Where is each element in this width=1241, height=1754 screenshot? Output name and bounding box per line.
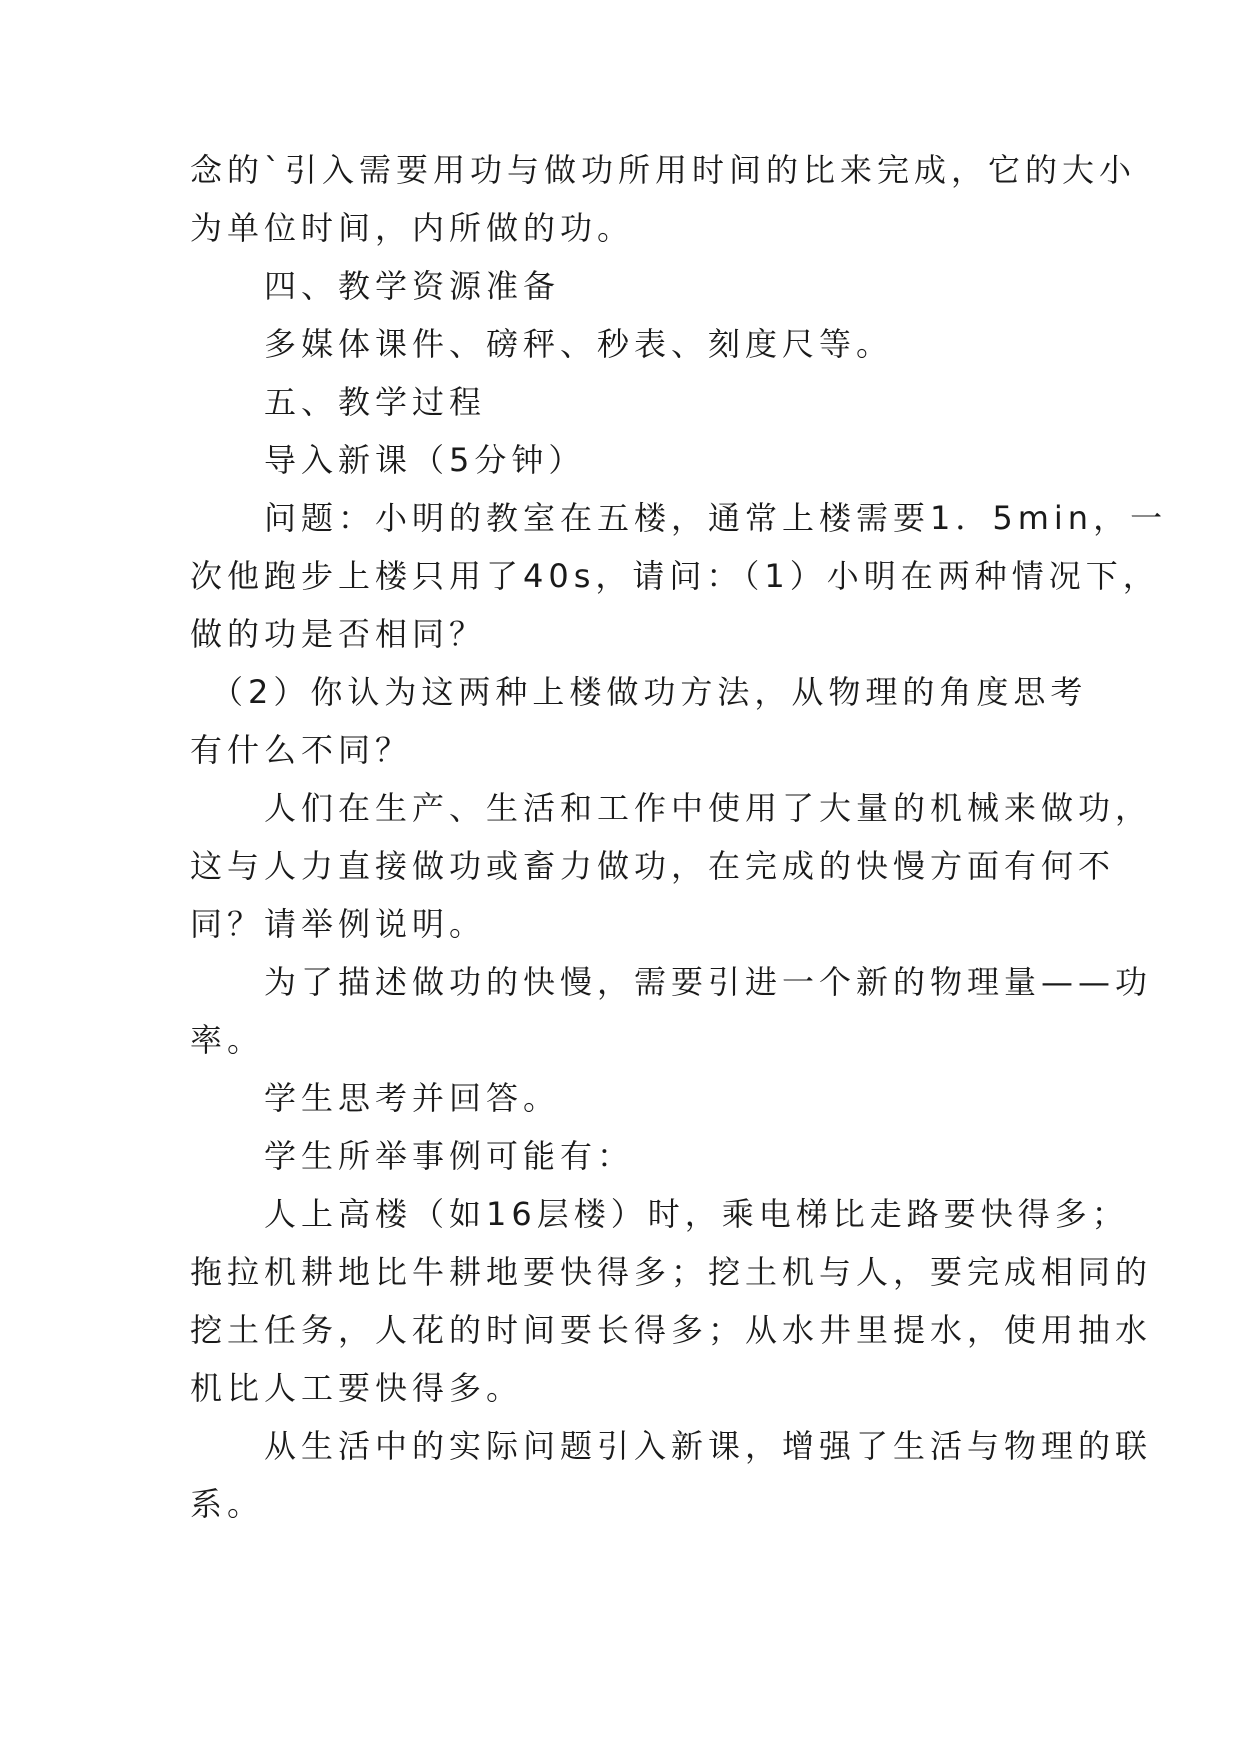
text-line: 这与人力直接做功或畜力做功，在完成的快慢方面有何不 xyxy=(190,847,1116,885)
text-line: 学生所举事例可能有： xyxy=(190,1137,635,1175)
section-heading: 五、教学过程 xyxy=(190,383,487,421)
text-line: 有什么不同？ xyxy=(190,731,413,769)
text-line: 问题：小明的教室在五楼，通常上楼需要1．5min，一 xyxy=(190,499,1168,537)
section-heading: 四、教学资源准备 xyxy=(190,267,561,305)
text-line: 人上高楼（如16层楼）时，乘电梯比走路要快得多； xyxy=(190,1195,1129,1233)
text-line: 人们在生产、生活和工作中使用了大量的机械来做功， xyxy=(190,789,1153,827)
text-line: 为单位时间，内所做的功。 xyxy=(190,209,635,247)
text-line: 多媒体课件、磅秤、秒表、刻度尺等。 xyxy=(190,325,894,363)
text-line: 系。 xyxy=(190,1485,265,1523)
text-line: 从生活中的实际问题引入新课，增强了生活与物理的联 xyxy=(190,1427,1153,1465)
text-line: 率。 xyxy=(190,1021,265,1059)
text-line: （2）你认为这两种上楼做功方法，从物理的角度思考 xyxy=(190,673,1088,711)
text-line: 拖拉机耕地比牛耕地要快得多；挖土机与人，要完成相同的 xyxy=(190,1253,1153,1291)
text-line: 挖土任务，人花的时间要长得多；从水井里提水，使用抽水 xyxy=(190,1311,1153,1349)
text-line: 学生思考并回答。 xyxy=(190,1079,561,1117)
text-line: 做的功是否相同？ xyxy=(190,615,487,653)
text-line: 为了描述做功的快慢，需要引进一个新的物理量——功 xyxy=(190,963,1153,1001)
text-line: 机比人工要快得多。 xyxy=(190,1369,524,1407)
subsection-heading: 导入新课（5分钟） xyxy=(190,441,586,479)
text-line: 念的`引入需要用功与做功所用时间的比来完成，它的大小 xyxy=(190,151,1137,189)
text-line: 同？请举例说明。 xyxy=(190,905,487,943)
text-line: 次他跑步上楼只用了40s，请问：（1）小明在两种情况下， xyxy=(190,557,1160,595)
